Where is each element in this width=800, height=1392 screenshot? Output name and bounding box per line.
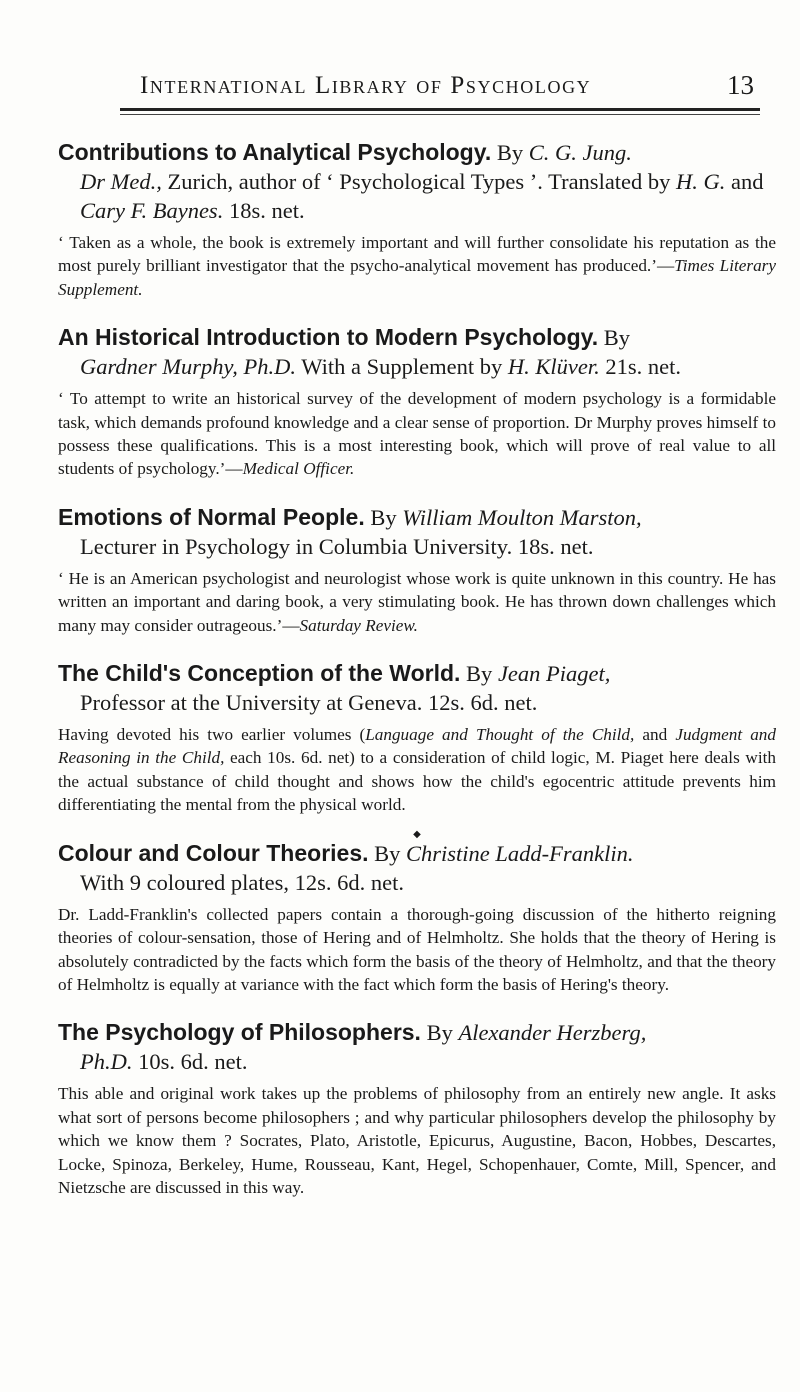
desc-text: and <box>634 725 676 745</box>
by-text: By <box>496 140 524 165</box>
review-text: ‘ Taken as a whole, the book is extremely important and will further consolidate his reputation as the most purely brilliant investigator that the psycho-analytical movement has produced.’— <box>58 233 776 276</box>
author-degree: Dr Med., <box>80 169 162 194</box>
book-title-ref: Judgment and Reasoning in the Child, <box>58 725 776 768</box>
entry-heading-continuation: Professor at the University at Geneva. 12s. 6d. net. <box>80 690 538 716</box>
catalogue-entry-marston <box>58 503 776 637</box>
author-degree: Ph.D. <box>80 1049 133 1075</box>
by-text: By <box>426 1020 453 1046</box>
review-source: Saturday Review. <box>299 615 418 635</box>
review-text: ‘ He is an American psychologist and neurologist whose work is quite unknown in this country. He has written an important and daring book, a very stimulating book. He has thrown down challenges which many may consider outrageous.’— <box>58 568 776 635</box>
entry-review <box>58 387 776 481</box>
entry-author: Jean Piaget, <box>497 661 611 687</box>
entry-heading <box>58 659 776 717</box>
entry-author: Gardner Murphy, Ph.D. <box>80 354 297 380</box>
entry-heading <box>58 1018 776 1076</box>
review-text: ‘ To attempt to write an historical survey of the development of modern psychology is a formidable task, which demands profound knowledge and a clear sense of proportion. Dr Murphy proves himself to possess these qualifications. This is a most interesting book, which will prove of real value to all students of psychology.’— <box>58 389 776 479</box>
catalogue-entry-herzberg <box>58 1018 776 1199</box>
header-rule-thin <box>120 114 760 115</box>
review-source: Times Literary Supplement. <box>58 256 776 299</box>
author-description: Zurich, author of ‘ Psychological Types ’. Translated <box>167 169 643 194</box>
by-text: By <box>603 325 630 351</box>
entry-price: 10s. 6d. net. <box>138 1049 248 1075</box>
entry-title: Emotions of Normal People. <box>58 503 365 530</box>
desc-text: each 10s. 6d. net) to a consideration of child logic, M. Piaget here deals with the actual substance of child thought and shows how the child's egocentric attitude prevents him differentiating the mental from the physical world. <box>58 748 776 815</box>
running-head: International Library of Psychology <box>140 72 592 99</box>
entry-author: Christine Ladd-Franklin. <box>406 840 634 866</box>
entry-title: Colour and Colour Theories. <box>58 839 369 866</box>
dot-ornament: ◆ <box>413 828 421 840</box>
catalogue-entry-murphy <box>58 323 776 481</box>
entry-description: This able and original work takes up the problems of philosophy from an entirely new angle. It asks what sort of persons become philosophers ; and why particular philosophers develop the philosophy by which we know them ? Socrates, Plato, Aristotle, Epicurus, Augustine, Bacon, Hobbes, Descartes, Locke, Spinoza, Berkeley, Hume, Rousseau, Kant, Hegel, Schopenhauer, Comte, Mill, Spencer, and Nietzsche are discussed in this way. <box>58 1084 776 1197</box>
translator-name: H. G. <box>676 169 726 194</box>
entry-heading-continuation <box>58 1047 776 1076</box>
entry-title: Contributions to Analytical Psychology. <box>58 139 492 165</box>
by-text: By <box>466 661 493 687</box>
catalogue-entry-ladd-franklin <box>58 839 776 997</box>
supplement-author: H. Klüver. <box>507 354 600 380</box>
entry-description: Dr. Ladd-Franklin's collected papers contain a thorough-going discussion of the hitherto reigning theories of colour-sensation, those of Hering and of Helmholtz. She holds that the theory of Hering is absolutely contradicted by the facts which form the basis of the theory of Helmholtz, and that the theory of Helmholtz is equally at variance with the fact which form the basis of Hering's theory. <box>58 904 776 994</box>
catalogue-content <box>58 138 776 1221</box>
catalogue-entry-piaget <box>58 659 776 817</box>
entry-price: 21s. net. <box>605 354 681 380</box>
entry-review <box>58 567 776 637</box>
header-rule-thick <box>120 108 760 111</box>
entry-heading <box>58 839 776 897</box>
entry-title: The Psychology of Philosophers. <box>58 1019 421 1046</box>
entry-author: William Moulton Marston, <box>402 504 642 530</box>
page-number: 13 <box>727 70 754 100</box>
entry-heading-continuation <box>58 167 776 225</box>
entry-heading <box>58 503 776 561</box>
book-title-ref: Language and Thought of the Child, <box>365 725 635 745</box>
entry-title: An Historical Introduction to Modern Psychology. <box>58 324 599 351</box>
entry-author: Alexander Herzberg, <box>458 1020 647 1046</box>
by-text: By <box>374 840 401 866</box>
entry-author: C. G. Jung. <box>528 140 632 165</box>
by-text: by <box>647 169 671 194</box>
entry-heading-continuation: With 9 coloured plates, 12s. 6d. net. <box>80 869 405 895</box>
entry-title: The Child's Conception of the World. <box>58 660 461 687</box>
entry-heading-continuation: Lecturer in Psychology in Columbia University. 18s. net. <box>80 533 594 559</box>
review-source: Medical Officer. <box>242 459 355 479</box>
translator-name: Cary F. Baynes. <box>80 198 224 223</box>
entry-price: 18s. net. <box>228 198 305 223</box>
and-text: and <box>731 169 764 194</box>
entry-heading <box>58 138 776 225</box>
supplement-text: With a Supplement by <box>301 354 503 380</box>
entry-review <box>58 231 776 301</box>
entry-heading-continuation <box>58 352 776 381</box>
catalogue-entry-jung <box>58 138 776 301</box>
by-text: By <box>370 504 397 530</box>
entry-description <box>58 723 776 817</box>
desc-text: Having devoted his two earlier volumes ( <box>58 725 366 745</box>
entry-heading <box>58 323 776 381</box>
